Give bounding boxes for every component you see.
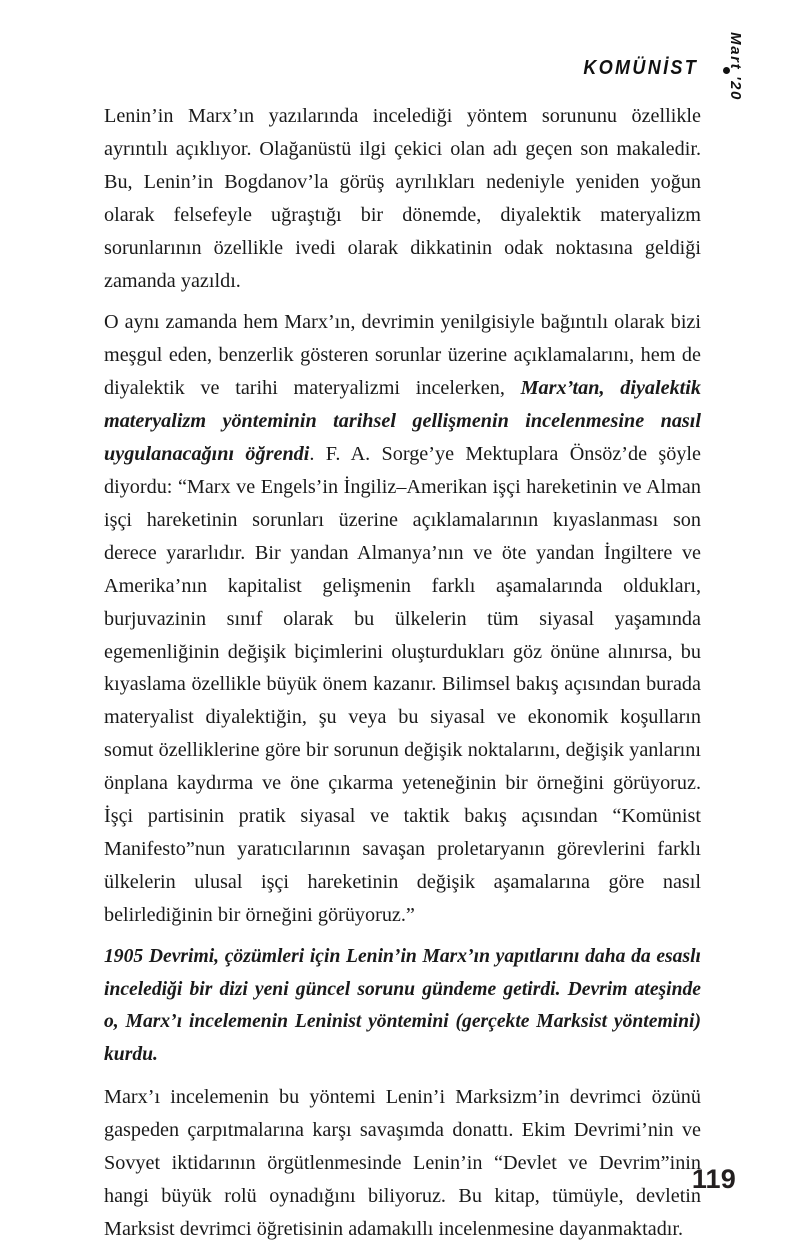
- paragraph-2: [104, 306, 701, 931]
- paragraph-4: Marx’ı incelemenin bu yöntemi Lenin’i Marksizm’in devrimci özünü gaspeden çarpıtmalarına karşı savaşımda donattı. Ekim Devrimi’nin ve Sovyet iktidarının örgütlenmesinde Lenin’in “Devlet ve Devrim”inin hangi büyük rolü oynadığını biliyoruz. Bu kitap, tümüyle, devletin Marksist devrimci öğretisinin adamakıllı incelenmesine dayanmaktadır.: [104, 1086, 701, 1240]
- running-head: [0, 58, 730, 88]
- body-text-block: [104, 100, 701, 1246]
- running-head-title: KOMÜNİST: [582, 57, 698, 79]
- running-head-date: Mart '20: [727, 32, 744, 101]
- paragraph-2-run-3: . F. A. Sorge’ye Mektuplara Önsöz’de şöyle diyordu: “Marx ve Engels’in İngiliz–Amerikan işçi hareketinin ve Alman işçi hareketinin sorunları üzerine açıklamalarının kıyaslanması son derece yararlıdır. Bir yandan Almanya’nın ve öte yandan İngiltere ve Amerika’nın kapitalist gelişmenin farklı aşamalarında oldukları, burjuvazinin sınıf olarak bu ülkelerin tüm siyasal yaşamında egemenliğinin değişik biçimlerini oluşturdukları göz önüne alınırsa, bu kıyaslama özellikle büyük önem kazanır. Bilimsel bakış açısından burada materyalist diyalektiğin, şu veya bu siyasal ve ekonomik koşulların somut özelliklerine göre bir sorunun değişik noktalarını, değişik yanlarını önplana kaydırma ve öne çıkarma yeteneğinin bir örneğini görüyoruz. İşçi partisinin pratik siyasal ve taktik bakış açısından “Komünist Manifesto”nun yaratıcılarının savaşan proletaryanın görevlerini farklı ülkelerin ulusal işçi hareketinin değişik aşamalarına göre nasıl belirlediğinin bir örneğini görüyoruz.”: [104, 443, 701, 926]
- paragraph-2-run-1: O aynı zamanda hem Marx’ın, devrimin yenilgisiyle bağıntılı olarak bizi meşgul eden, benzerlik gösteren sorunlar üzerine açıklamalarını, hem de diyalektik ve tarihi materyalizmi incelerken,: [104, 311, 701, 400]
- page-number: 119: [691, 1164, 736, 1194]
- paragraph-3: 1905 Devrimi, çözümleri için Lenin’in Marx’ın yapıtlarını daha da esaslı incelediği bir dizi yeni güncel sorunu gündeme getirdi. Devrim ateşinde o, Marx’ı incelemenin Leninist yöntemini (gerçekte Marksist yöntemini) kurdu.: [104, 945, 701, 1066]
- paragraph-2-emphasis-run: Marx’tan, diyalektik materyalizm yönteminin tarihsel gellişmenin incelenmesine nasıl uygulanacağını öğrendi: [104, 377, 701, 466]
- paragraph-1: Lenin’in Marx’ın yazılarında incelediği yöntem sorununu özellikle ayrıntılı açıklıyor. Olağanüstü ilgi çekici olan adı geçen son makaledir. Bu, Lenin’in Bogdanov’la görüş ayrılıkları nedeniyle yeniden yoğun olarak felsefeyle uğraştığı bir dönemde, diyalektik materyalizm sorunlarının özellikle ivedi olarak dikkatinin odak noktasına geldiği zamanda yazıldı.: [104, 105, 701, 292]
